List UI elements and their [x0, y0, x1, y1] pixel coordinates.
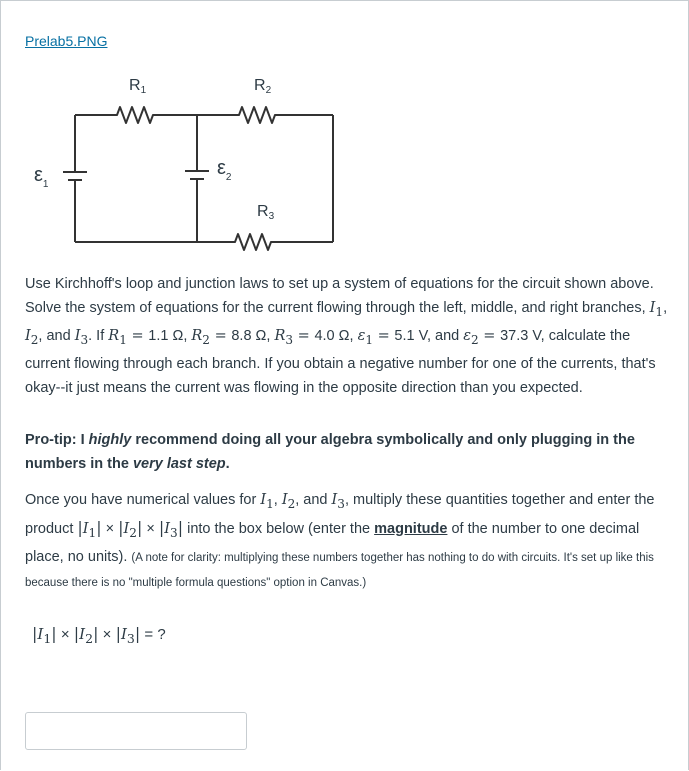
r1-label: R — [129, 77, 141, 94]
svg-text:ε1 — [34, 164, 49, 190]
r3-sub: 3 — [268, 211, 275, 222]
e2-label: ε — [217, 157, 226, 179]
svg-text:R3 — [257, 203, 275, 222]
attachment-link[interactable]: Prelab5.PNG — [25, 33, 108, 49]
instructions: Once you have numerical values for $I_1$, $I_2$, and $I_3$, multiply these quantities together and enter the product $|I_1| \times |I_2| \times |I_3|$ into the box below (enter the magnitude of the number to one decimal place, no units). (A note for clarity: multiplying these numbers together has nothing to do with circuits. It's set up like this because there is no "multiple formula questions" option in Canvas.) — [25, 492, 655, 589]
e1-value: 5.1 — [394, 327, 415, 344]
circuit-diagram — [25, 70, 345, 260]
problem-statement: Use Kirchhoff's loop and junction laws to set up a system of equations for the circuit shown above. Solve the system of equations for the current flowing through the left, middle, and right branches, $I_1$, $I_2$, and $I_3$. If $R_1 = 1.1$ Ω, $R_2 = 8.8$ Ω, $R_3 = 4.0$ Ω, $\varepsilon_1 = 5.1$ V, and $\varepsilon_2 = 37.3$ V, calculate the current flowing through each branch. If you obtain a negative number for one of the currents, that's okay--it just means the current was flowing in the opposite direction than you expected. — [25, 276, 668, 396]
product-formula: $|I_1| \times |I_2| \times |I_3|$ = ? — [32, 624, 166, 646]
e1-sub: 1 — [42, 179, 49, 190]
r1-value: 1.1 — [148, 327, 169, 344]
r2-sub: 2 — [265, 85, 272, 96]
svg-text:R1 — [129, 77, 147, 96]
svg-text:R2 — [254, 77, 272, 96]
r2-label: R — [254, 77, 266, 94]
e2-value: 37.3 — [500, 327, 529, 344]
e1-label: ε — [34, 164, 43, 186]
r3-label: R — [257, 203, 269, 220]
pro-tip: Pro-tip: I highly recommend doing all your algebra symbolically and only plugging in the numbers in the very last step. — [25, 432, 635, 472]
magnitude-emphasis: magnitude — [374, 520, 448, 537]
r3-value: 4.0 — [314, 327, 335, 344]
answer-input[interactable] — [25, 712, 247, 750]
clarity-note: (A note for clarity: multiplying these numbers together has nothing to do with circuits. It's set up like this because there is no "multiple formula questions" option in Canvas.) — [25, 551, 654, 589]
e2-sub: 2 — [225, 172, 232, 183]
r2-value: 8.8 — [231, 327, 252, 344]
svg-text:ε2 — [217, 157, 232, 183]
r1-sub: 1 — [140, 85, 147, 96]
